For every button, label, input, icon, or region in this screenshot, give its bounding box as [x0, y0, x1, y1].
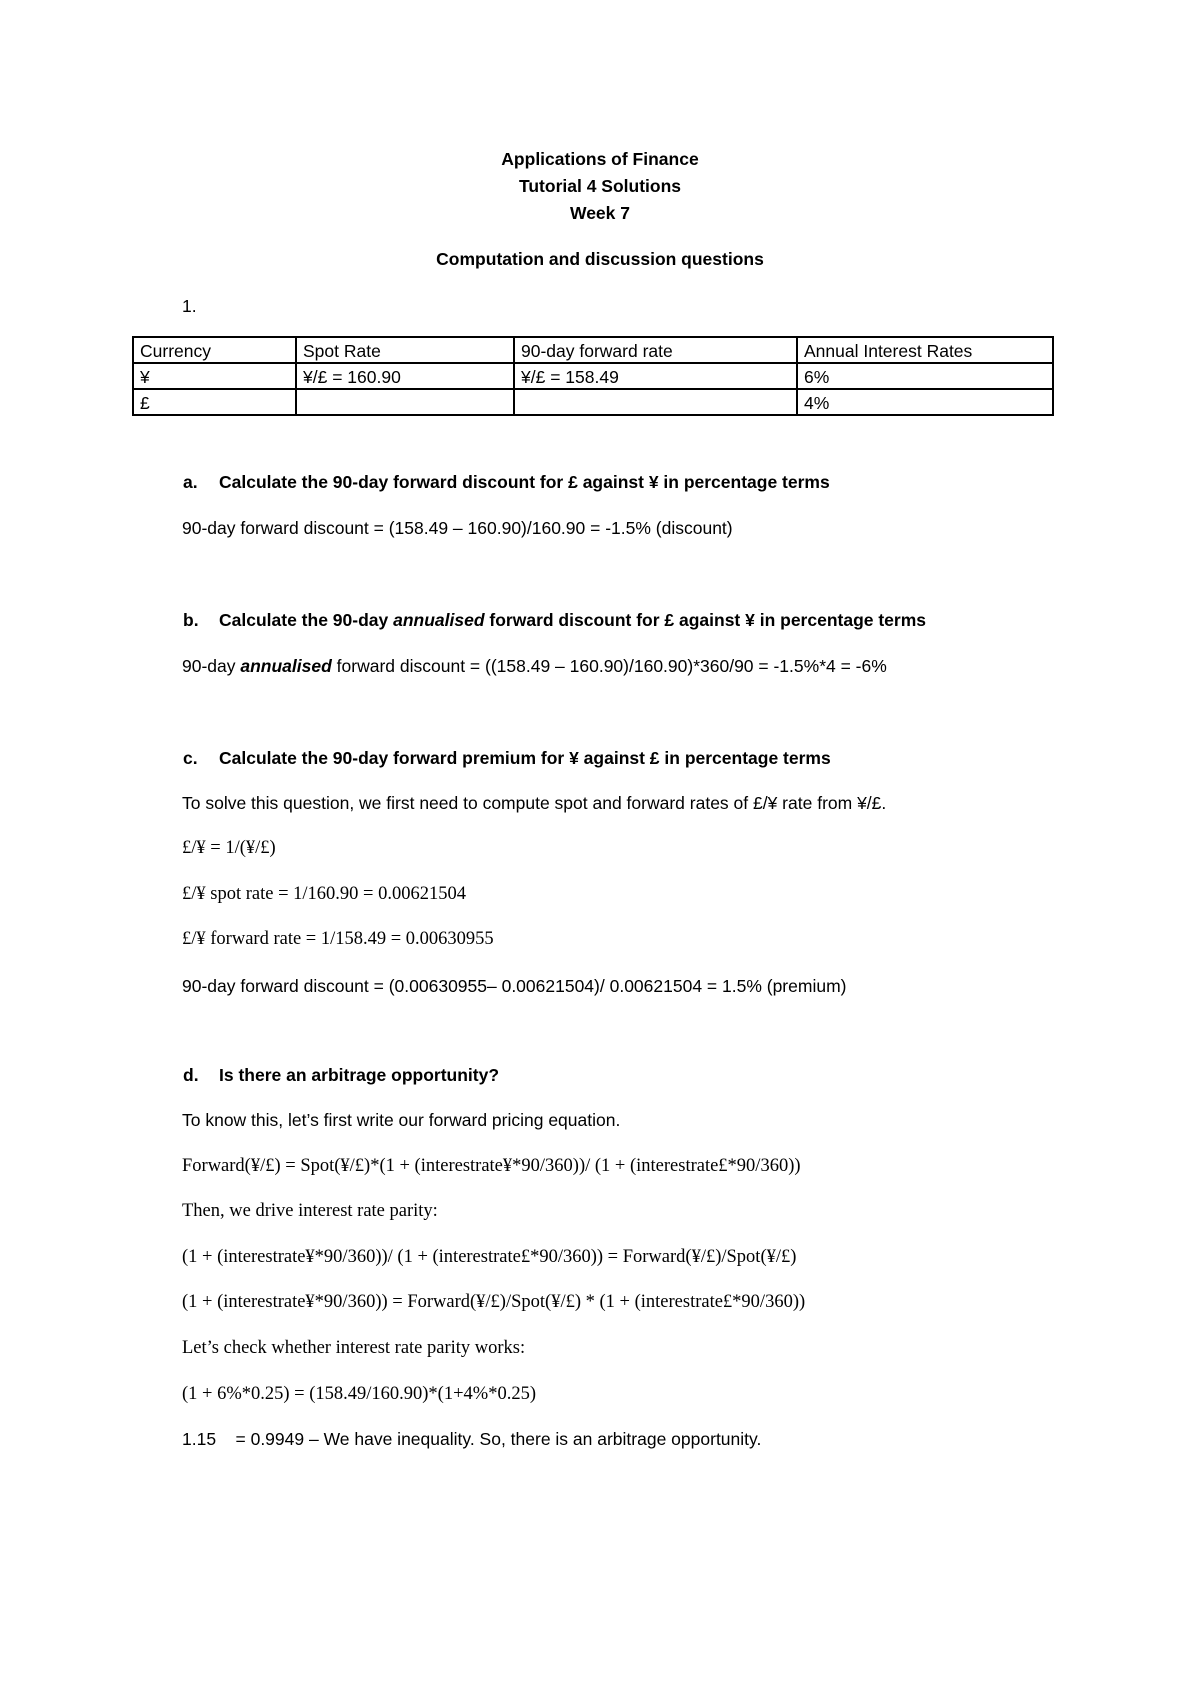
- course-title: Applications of Finance: [501, 149, 699, 169]
- question-d-line: Let’s check whether interest rate parity works:: [182, 1338, 526, 1358]
- table-cell: [296, 389, 514, 415]
- question-d-line: To know this, let’s first write our forward pricing equation.: [182, 1110, 621, 1130]
- question-b-answer-em: annualised: [240, 656, 332, 676]
- table-row: [133, 363, 1053, 389]
- question-b-heading: [183, 609, 926, 631]
- section-heading: Computation and discussion questions: [436, 249, 764, 269]
- question-c-line: £/¥ forward rate = 1/158.49 = 0.00630955: [182, 929, 494, 949]
- table-header-cell: Currency: [133, 337, 296, 363]
- question-c-heading: [183, 747, 831, 769]
- table-cell: [514, 389, 797, 415]
- question-b-title-post: forward discount for £ against ¥ in percentage terms: [484, 610, 927, 630]
- question-b-answer-post: forward discount = ((158.49 – 160.90)/160.90)*360/90 = -1.5%*4 = -6%: [331, 656, 887, 676]
- tutorial-title: Tutorial 4 Solutions: [518, 176, 682, 196]
- table-cell: ¥/£ = 160.90: [296, 363, 514, 389]
- question-b-answer: [182, 655, 887, 677]
- question-c-line: £/¥ spot rate = 1/160.90 = 0.00621504: [182, 884, 466, 904]
- table-header-cell: Spot Rate: [296, 337, 514, 363]
- question-c-line: 90-day forward discount = (0.00630955– 0.00621504)/ 0.00621504 = 1.5% (premium): [182, 976, 847, 996]
- table-cell: ¥/£ = 158.49: [514, 363, 797, 389]
- question-d-line: (1 + (interestrate¥*90/360)) = Forward(¥/£)/Spot(¥/£) * (1 + (interestrate£*90/360)): [182, 1292, 806, 1312]
- table-cell: £: [133, 389, 296, 415]
- question-a-title: Calculate the 90-day forward discount for £ against ¥ in percentage terms: [219, 472, 830, 492]
- question-a-heading: [183, 471, 830, 493]
- question-b-answer-pre: 90-day: [182, 656, 241, 676]
- table-header-cell: Annual Interest Rates: [797, 337, 1053, 363]
- table-cell: ¥: [133, 363, 296, 389]
- question-b-label: b.: [183, 610, 199, 630]
- question-c-line: £/¥ = 1/(¥/£): [182, 838, 276, 858]
- question-d-heading: [183, 1064, 499, 1086]
- question-d-line: (1 + (interestrate¥*90/360))/ (1 + (interestrate£*90/360)) = Forward(¥/£)/Spot(¥/£): [182, 1247, 797, 1267]
- table-row: [133, 389, 1053, 415]
- table-header-row: [133, 337, 1053, 363]
- table-header-cell: 90-day forward rate: [514, 337, 797, 363]
- question-d-title: Is there an arbitrage opportunity?: [219, 1065, 500, 1085]
- question-d-line: (1 + 6%*0.25) = (158.49/160.90)*(1+4%*0.25): [182, 1384, 536, 1404]
- question-d-line: Then, we drive interest rate parity:: [182, 1201, 438, 1221]
- question-number: 1.: [182, 296, 197, 316]
- question-a-label: a.: [183, 472, 198, 492]
- table-cell: 6%: [797, 363, 1053, 389]
- week-label: Week 7: [570, 203, 630, 223]
- question-d-line: 1.15 = 0.9949 – We have inequality. So, there is an arbitrage opportunity.: [182, 1429, 762, 1449]
- rates-table: [132, 336, 1054, 416]
- question-a-answer: 90-day forward discount = (158.49 – 160.90)/160.90 = -1.5% (discount): [182, 518, 733, 538]
- question-d-line: Forward(¥/£) = Spot(¥/£)*(1 + (interestrate¥*90/360))/ (1 + (interestrate£*90/360)): [182, 1156, 801, 1176]
- question-b-title-pre: Calculate the 90-day: [219, 610, 394, 630]
- question-d-label: d.: [183, 1065, 199, 1085]
- table-cell: 4%: [797, 389, 1053, 415]
- question-c-line: To solve this question, we first need to compute spot and forward rates of £/¥ rate from ¥/£.: [182, 793, 887, 813]
- question-b-title-em: annualised: [393, 610, 485, 630]
- question-c-label: c.: [183, 748, 198, 768]
- question-c-title: Calculate the 90-day forward premium for ¥ against £ in percentage terms: [219, 748, 831, 768]
